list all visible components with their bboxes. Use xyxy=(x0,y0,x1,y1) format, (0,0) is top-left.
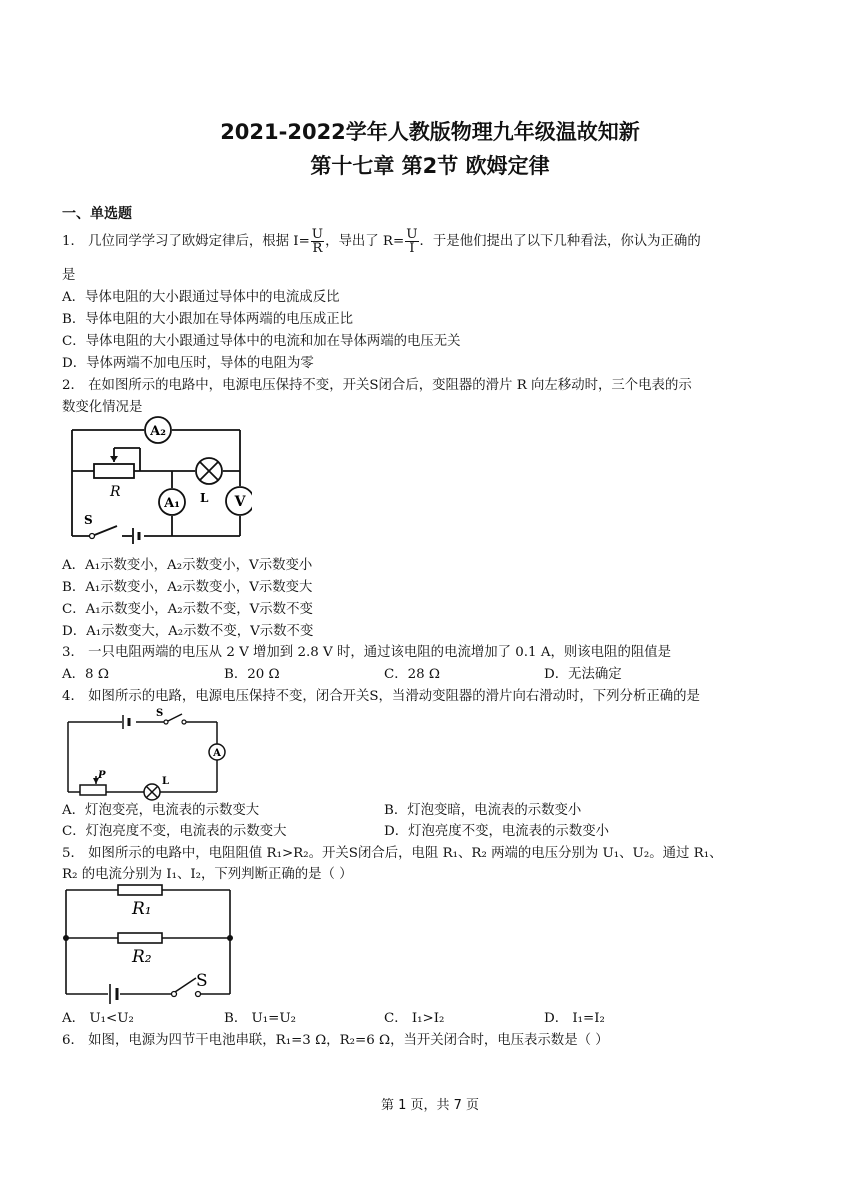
q5-option-d[interactable]: D． I₁=I₂ xyxy=(544,1011,605,1026)
question-2-stem-line2: 数变化情况是 xyxy=(62,400,143,415)
ammeter-a1-label: A₁ xyxy=(164,496,180,511)
frac-denominator: R xyxy=(312,241,323,256)
ammeter-a2-label: A₂ xyxy=(150,424,166,439)
q1-option-d[interactable]: D．导体两端不加电压时，导体的电阻为零 xyxy=(62,356,314,371)
q1-option-c[interactable]: C．导体电阻的大小跟通过导体中的电流和加在导体两端的电压无关 xyxy=(62,334,461,349)
voltmeter-label: V xyxy=(234,494,246,510)
q3-option-b[interactable]: B．20 Ω xyxy=(224,667,280,682)
q5-circuit-diagram xyxy=(60,882,240,1004)
document-subtitle: 第十七章 第2节 欧姆定律 xyxy=(310,154,550,178)
q2-option-a[interactable]: A．A₁示数变小，A₂示数变小，V示数变小 xyxy=(62,558,313,573)
q1-option-b[interactable]: B．导体电阻的大小跟加在导体两端的电压成正比 xyxy=(62,312,354,327)
question-1-stem xyxy=(62,228,701,255)
q4-option-a[interactable]: A．灯泡变亮，电流表的示数变大 xyxy=(62,803,260,818)
question-3-stem: 3． 一只电阻两端的电压从 2 V 增加到 2.8 V 时，通过该电阻的电流增加了 0.1 A，则该电阻的阻值是 xyxy=(62,645,672,660)
q1-option-a[interactable]: A．导体电阻的大小跟通过导体中的电流成反比 xyxy=(62,290,340,305)
q3-option-c[interactable]: C．28 Ω xyxy=(384,667,441,682)
question-6-stem: 6． 如图，电源为四节干电池串联，R₁=3 Ω，R₂=6 Ω，当开关闭合时，电压表示数是（ ） xyxy=(62,1033,609,1048)
document-title: 2021-2022学年人教版物理九年级温故知新 xyxy=(220,120,640,144)
q3-option-d[interactable]: D．无法确定 xyxy=(544,667,622,682)
switch-label: S xyxy=(84,513,93,527)
slider-label: P xyxy=(98,770,106,781)
question-5-stem: 5． 如图所示的电路中，电阻阻值 R₁>R₂。开关S闭合后，电阻 R₁、R₂ 两端的电压分别为 U₁、U₂。通过 R₁、 xyxy=(62,846,723,861)
lamp-label: L xyxy=(162,776,170,787)
fraction-u-over-r xyxy=(311,228,324,255)
q2-circuit-diagram xyxy=(62,416,252,554)
fraction-u-over-i xyxy=(405,228,418,255)
q4-option-d[interactable]: D．灯泡亮度不变，电流表的示数变小 xyxy=(384,824,609,839)
frac-numerator: U xyxy=(406,227,418,242)
q4-option-b[interactable]: B．灯泡变暗，电流表的示数变小 xyxy=(384,803,582,818)
q2-option-d[interactable]: D．A₁示数变大，A₂示数不变，V示数不变 xyxy=(62,624,314,639)
frac-numerator: U xyxy=(311,227,324,242)
q4-circuit-diagram xyxy=(60,706,230,802)
lamp-label: L xyxy=(200,491,209,505)
switch-label: S xyxy=(196,971,208,991)
q5-option-b[interactable]: B． U₁=U₂ xyxy=(224,1011,297,1026)
resistor-r1-label: R₁ xyxy=(132,899,152,919)
q3-option-a[interactable]: A．8 Ω xyxy=(62,667,109,682)
rheostat-label: R xyxy=(110,484,121,500)
q1-suffix: ．于是他们提出了以下几种看法，你认为正确的 xyxy=(419,234,701,249)
ammeter-label: A xyxy=(213,748,221,759)
q2-option-c[interactable]: C．A₁示数变小，A₂示数不变，V示数不变 xyxy=(62,602,313,617)
q2-option-b[interactable]: B．A₁示数变小，A₂示数变小，V示数变大 xyxy=(62,580,313,595)
section-heading: 一、单选题 xyxy=(62,206,132,222)
question-2-stem: 2． 在如图所示的电路中，电源电压保持不变，开关S闭合后，变阻器的滑片 R 向左移动时，三个电表的示 xyxy=(62,378,692,393)
question-4-stem: 4． 如图所示的电路，电源电压保持不变，闭合开关S，当滑动变阻器的滑片向右滑动时，下列分析正确的是 xyxy=(62,689,700,704)
resistor-r2-label: R₂ xyxy=(132,947,152,967)
question-1-stem-line2: 是 xyxy=(62,268,76,283)
q5-option-c[interactable]: C． I₁>I₂ xyxy=(384,1011,445,1026)
switch-label: S xyxy=(156,708,164,719)
q1-mid: ，导出了 R= xyxy=(325,234,405,249)
question-5-stem-line2: R₂ 的电流分别为 I₁、I₂，下列判断正确的是（ ） xyxy=(62,867,353,882)
q4-option-c[interactable]: C．灯泡亮度不变，电流表的示数变大 xyxy=(62,824,287,839)
page-footer: 第 1 页，共 7 页 xyxy=(380,1098,480,1113)
q1-prefix: 1． 几位同学学习了欧姆定律后，根据 I= xyxy=(62,234,310,249)
frac-denominator: I xyxy=(409,241,415,256)
q5-option-a[interactable]: A． U₁<U₂ xyxy=(62,1011,134,1026)
